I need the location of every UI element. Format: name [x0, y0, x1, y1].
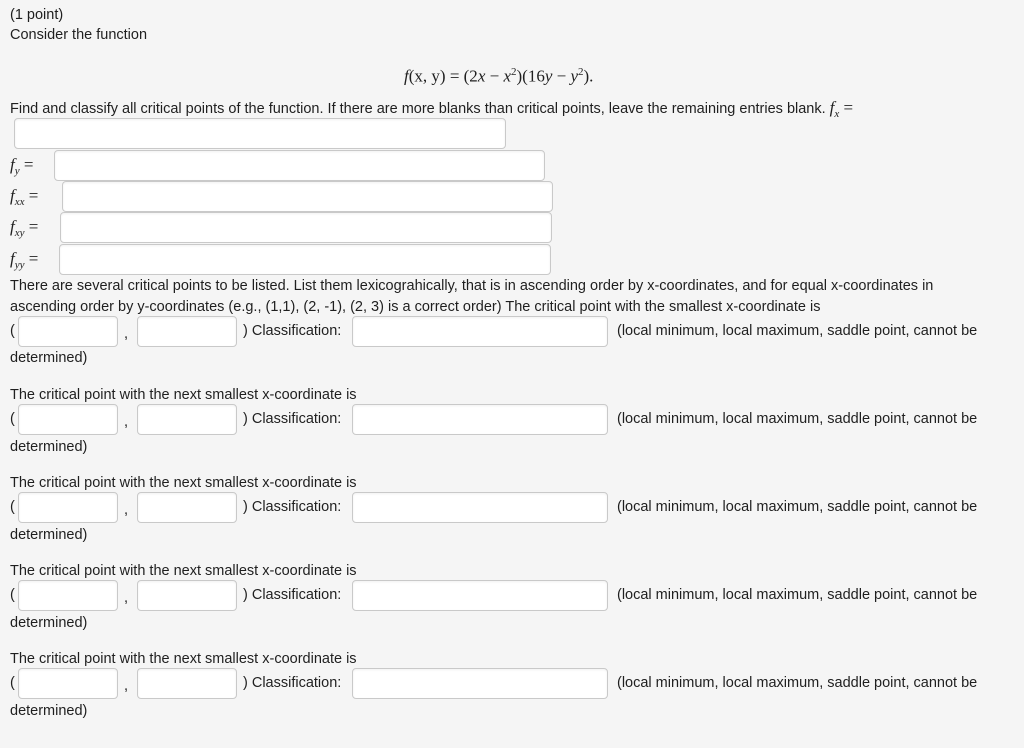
fy-input[interactable]: [54, 150, 545, 181]
fx-input[interactable]: [14, 118, 506, 149]
point-5-classification-label: ) Classification:: [243, 675, 342, 691]
point-5-open-paren: (: [10, 675, 15, 691]
point-4-open-paren: (: [10, 587, 15, 603]
function-formula: [404, 62, 593, 87]
point-3-options-end: determined): [10, 527, 88, 543]
point-2-options: (local minimum, local maximum, saddle point, cannot be: [617, 411, 978, 427]
formula-sup1: 2: [511, 66, 517, 78]
fy-label: $f_y$ =: [10, 155, 34, 177]
formula-f: f: [404, 66, 409, 86]
list-instructions-line2: ascending order by y-coordinates (e.g., (1,1), (2, -1), (2, 3) is a correct order) The critical point with the smallest x-coordinate is: [10, 299, 821, 315]
fyy-label: $f_{yy}$ =: [10, 249, 39, 271]
point-4-options-end: determined): [10, 615, 88, 631]
formula-end: ).: [583, 66, 594, 86]
formula-minus2: −: [552, 66, 571, 86]
point-1-classification-label: ) Classification:: [243, 323, 342, 339]
point-2-classification-input[interactable]: [352, 404, 608, 435]
formula-eq: = (2: [445, 66, 478, 86]
point-5-classification-input[interactable]: [352, 668, 608, 699]
point-3-x-input[interactable]: [18, 492, 118, 523]
point-4-options: (local minimum, local maximum, saddle point, cannot be: [617, 587, 978, 603]
formula-sup2: 2: [578, 66, 584, 78]
formula-mid: )(16: [516, 66, 545, 86]
point-2-options-end: determined): [10, 439, 88, 455]
point-1-y-input[interactable]: [137, 316, 237, 347]
point-3-options: (local minimum, local maximum, saddle point, cannot be: [617, 499, 978, 515]
point-2-y-input[interactable]: [137, 404, 237, 435]
point-1-classification-input[interactable]: [352, 316, 608, 347]
formula-minus1: −: [485, 66, 504, 86]
point-5-y-input[interactable]: [137, 668, 237, 699]
point-2-classification-label: ) Classification:: [243, 411, 342, 427]
point-3-classification-label: ) Classification:: [243, 499, 342, 515]
point-4-intro: The critical point with the next smallest x-coordinate is: [10, 563, 357, 579]
point-5-intro: The critical point with the next smallest x-coordinate is: [10, 651, 357, 667]
point-4-classification-label: ) Classification:: [243, 587, 342, 603]
formula-y1: y: [544, 66, 553, 86]
point-5-options: (local minimum, local maximum, saddle point, cannot be: [617, 675, 978, 691]
fxx-input[interactable]: [62, 181, 553, 212]
formula-x2: x: [503, 66, 511, 86]
formula-args: (x, y): [408, 66, 446, 86]
instructions-body: Find and classify all critical points of the function. If there are more blanks than critical points, leave the remaining entries blank.: [10, 101, 826, 117]
point-4-y-input[interactable]: [137, 580, 237, 611]
point-3-intro: The critical point with the next smallest x-coordinate is: [10, 475, 357, 491]
point-1-options-end: determined): [10, 350, 88, 366]
point-1-comma: ,: [124, 326, 129, 342]
point-4-comma: ,: [124, 590, 129, 606]
formula-x1: x: [477, 66, 486, 86]
intro-text: Consider the function: [10, 27, 148, 43]
fyy-input[interactable]: [59, 244, 551, 275]
point-2-comma: ,: [124, 414, 129, 430]
points-label: (1 point): [10, 7, 64, 23]
point-2-x-input[interactable]: [18, 404, 118, 435]
point-5-x-input[interactable]: [18, 668, 118, 699]
point-4-x-input[interactable]: [18, 580, 118, 611]
point-3-open-paren: (: [10, 499, 15, 515]
point-1-x-input[interactable]: [18, 316, 118, 347]
fxy-input[interactable]: [60, 212, 552, 243]
point-1-options: (local minimum, local maximum, saddle point, cannot be: [617, 323, 978, 339]
fxx-label: $f_{xx}$ =: [10, 186, 39, 208]
list-instructions-line1: There are several critical points to be listed. List them lexicograhically, that is in ascending order by x-coordinates, and for equal x-coordinates in: [10, 278, 934, 294]
fx-label: $f_x$ =: [829, 98, 854, 120]
point-5-comma: ,: [124, 678, 129, 694]
point-2-intro: The critical point with the next smallest x-coordinate is: [10, 387, 357, 403]
point-3-comma: ,: [124, 502, 129, 518]
fxy-label: $f_{xy}$ =: [10, 217, 39, 239]
point-4-classification-input[interactable]: [352, 580, 608, 611]
point-2-open-paren: (: [10, 411, 15, 427]
point-3-classification-input[interactable]: [352, 492, 608, 523]
point-3-y-input[interactable]: [137, 492, 237, 523]
point-5-options-end: determined): [10, 703, 88, 719]
point-1-open-paren: (: [10, 323, 15, 339]
formula-y2: y: [570, 66, 579, 86]
